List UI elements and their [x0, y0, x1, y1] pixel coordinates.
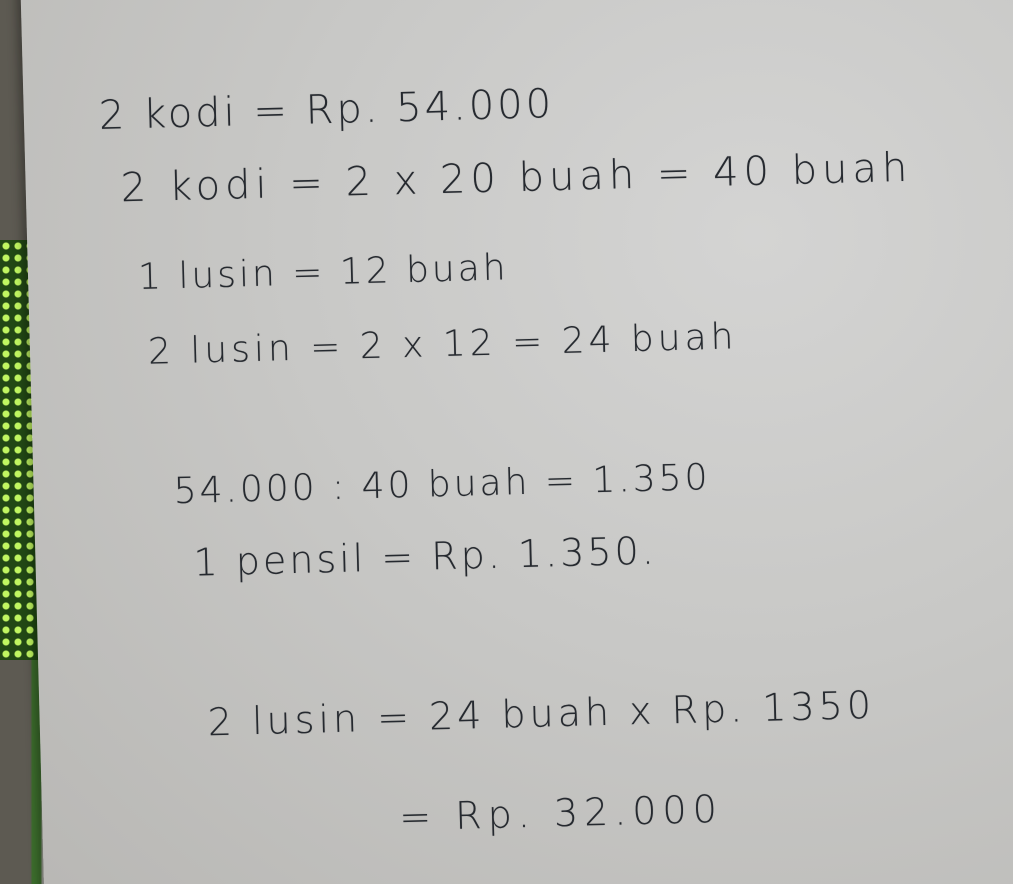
handwritten-paper — [20, 0, 1013, 884]
note-line-3: 1 lusin = 12 buah — [137, 247, 510, 299]
note-line-6: 1 pensil = Rp. 1.350. — [192, 528, 658, 585]
note-line-5: 54.000 : 40 buah = 1.350 — [173, 457, 711, 513]
note-line-4: 2 lusin = 2 x 12 = 24 buah — [147, 316, 738, 373]
note-line-8: = Rp. 32.000 — [398, 786, 724, 840]
note-line-7: 2 lusin = 24 buah x Rp. 1350 — [207, 682, 876, 745]
note-line-2: 2 kodi = 2 x 20 buah = 40 buah — [120, 144, 913, 212]
note-line-1: 2 kodi = Rp. 54.000 — [98, 81, 555, 139]
